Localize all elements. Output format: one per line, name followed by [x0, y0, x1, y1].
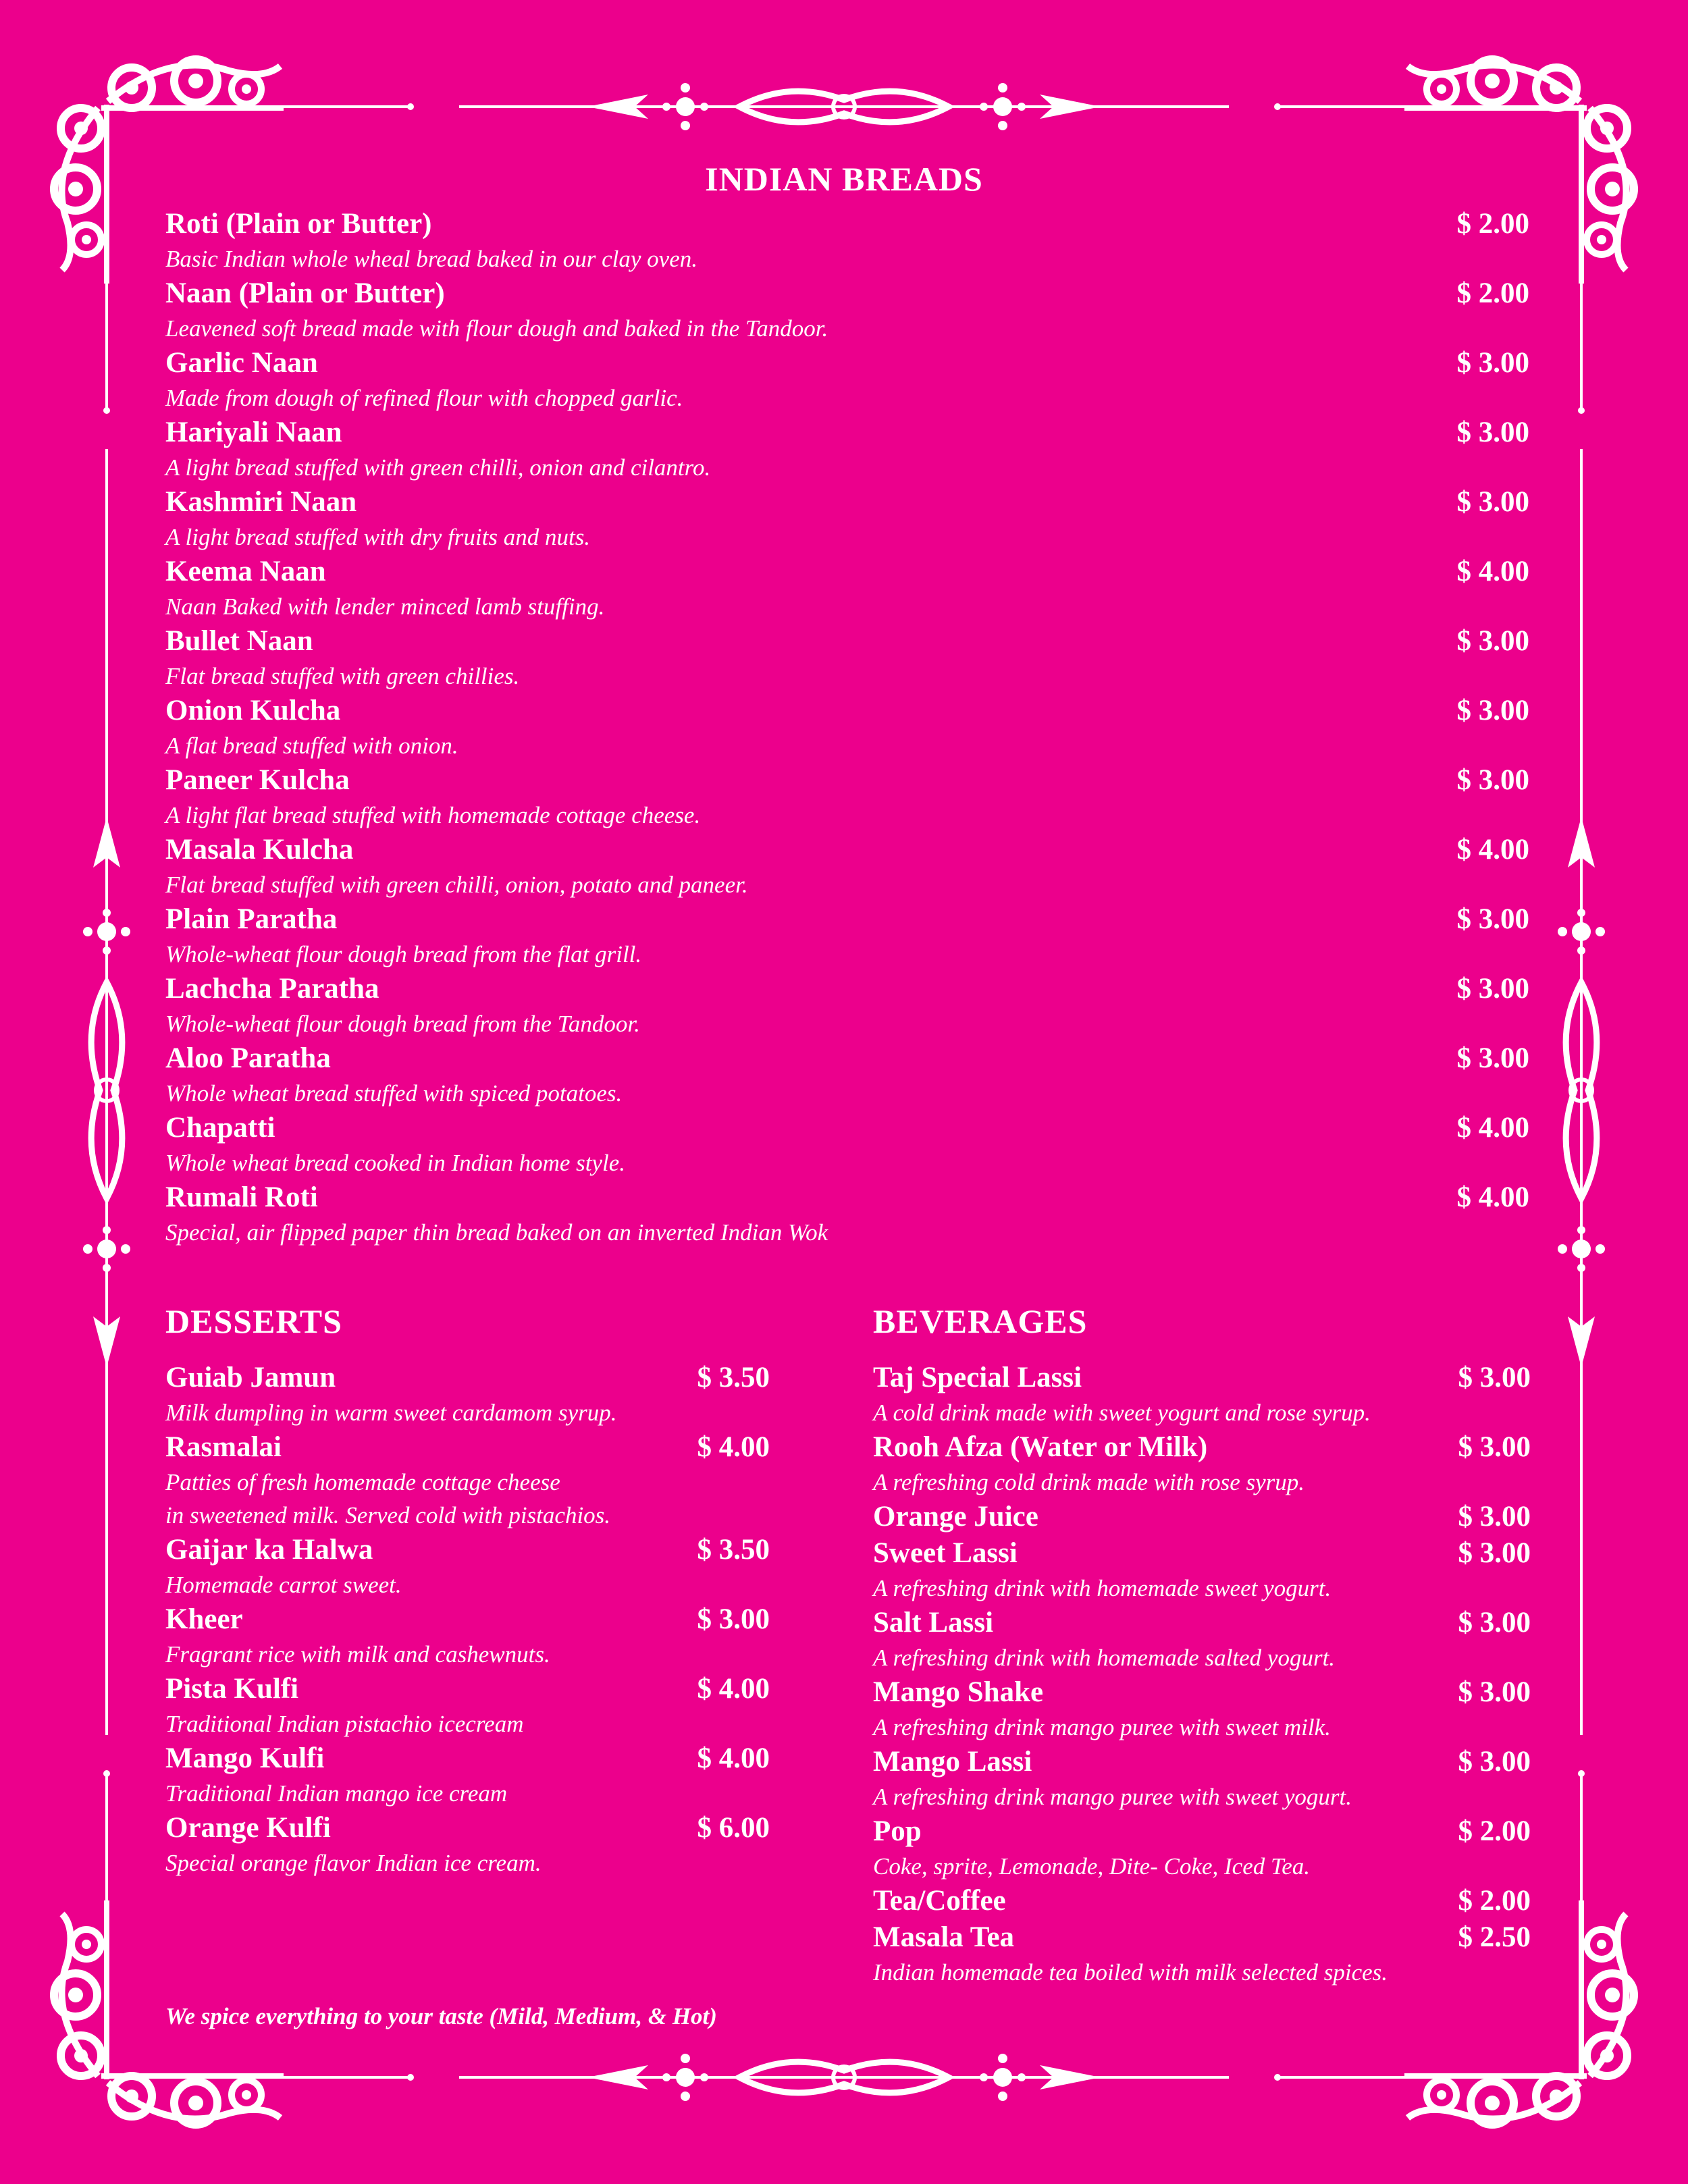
item-price: $ 4.00 [1456, 556, 1529, 587]
item-price: $ 2.00 [1458, 1815, 1531, 1847]
item-desc: Naan Baked with lender minced lamb stuffing. [165, 593, 605, 620]
spice-level-note: We spice everything to your taste (Mild, Medium, & Hot) [165, 2003, 717, 2029]
item-desc: Patties of fresh homemade cottage cheese [165, 1469, 560, 1495]
list-item [873, 1883, 1531, 1919]
beverages-list [873, 1360, 1531, 1989]
item-name: Paneer Kulcha [165, 764, 350, 796]
item-price: $ 4.00 [697, 1742, 770, 1774]
item-price: $ 3.00 [1456, 486, 1529, 518]
list-item [165, 1110, 1529, 1179]
item-name: Plain Paratha [165, 903, 338, 935]
item-desc: A light flat bread stuffed with homemade cottage cheese. [165, 802, 701, 828]
item-desc: A refreshing drink with homemade salted yogurt. [873, 1645, 1336, 1671]
item-name: Lachcha Paratha [165, 973, 379, 1005]
item-price: $ 3.00 [1458, 1501, 1531, 1533]
breads-title: INDIAN BREADS [705, 160, 983, 198]
item-price: $ 3.00 [1456, 1042, 1529, 1074]
item-desc: A light bread stuffed with dry fruits and nuts. [165, 524, 591, 550]
item-name: Gaijar ka Halwa [165, 1534, 373, 1566]
list-item [165, 971, 1529, 1040]
list-item [165, 484, 1529, 554]
list-item [873, 1674, 1531, 1744]
list-item [165, 1601, 770, 1671]
item-name: Roti (Plain or Butter) [165, 208, 432, 240]
item-desc: A cold drink made with sweet yogurt and rose syrup. [873, 1400, 1371, 1426]
list-item [165, 345, 1529, 415]
item-name: Rooh Afza (Water or Milk) [873, 1431, 1208, 1463]
item-name: Mango Shake [873, 1676, 1044, 1708]
list-item [165, 1810, 770, 1880]
list-item [873, 1744, 1531, 1813]
item-desc: Traditional Indian mango ice cream [165, 1780, 508, 1807]
item-name: Orange Kulfi [165, 1812, 331, 1844]
item-price: $ 3.50 [697, 1362, 770, 1393]
item-name: Guiab Jamun [165, 1362, 336, 1393]
item-desc: Special orange flavor Indian ice cream. [165, 1850, 542, 1876]
item-desc: A flat bread stuffed with onion. [165, 733, 458, 759]
list-item [873, 1813, 1531, 1883]
item-price: $ 3.00 [1456, 903, 1529, 935]
item-price: $ 4.00 [1456, 1181, 1529, 1213]
item-name: Taj Special Lassi [873, 1362, 1082, 1393]
list-item [165, 832, 1529, 901]
list-item [165, 275, 1529, 345]
item-price: $ 3.00 [1456, 695, 1529, 726]
beverages-title: BEVERAGES [873, 1302, 1088, 1340]
item-name: Hariyali Naan [165, 417, 342, 448]
list-item [873, 1535, 1531, 1605]
item-name: Keema Naan [165, 556, 326, 587]
item-name: Pista Kulfi [165, 1673, 299, 1705]
item-desc: Whole-wheat flour dough bread from the flat grill. [165, 941, 642, 967]
item-name: Masala Kulcha [165, 834, 354, 865]
item-desc: Leavened soft bread made with flour dough and baked in the Tandoor. [165, 315, 828, 342]
list-item [165, 1532, 770, 1601]
list-item [165, 554, 1529, 623]
item-name: Mango Kulfi [165, 1742, 325, 1774]
item-desc: Traditional Indian pistachio icecream [165, 1711, 524, 1737]
item-price: $ 3.00 [1458, 1362, 1531, 1393]
item-price: $ 3.00 [1458, 1537, 1531, 1569]
item-name: Kheer [165, 1603, 243, 1635]
item-price: $ 3.00 [1456, 625, 1529, 657]
list-item [165, 1671, 770, 1740]
list-item [165, 901, 1529, 971]
list-item [873, 1919, 1531, 1989]
item-price: $ 3.00 [697, 1603, 770, 1635]
item-name: Tea/Coffee [873, 1885, 1006, 1917]
item-name: Garlic Naan [165, 347, 318, 379]
item-price: $ 3.50 [697, 1534, 770, 1566]
list-item [873, 1605, 1531, 1674]
list-item [165, 1360, 770, 1429]
item-price: $ 3.00 [1458, 1431, 1531, 1463]
item-price: $ 3.00 [1458, 1746, 1531, 1778]
item-price: $ 6.00 [697, 1812, 770, 1844]
item-name: Naan (Plain or Butter) [165, 277, 445, 309]
list-item [165, 1179, 1529, 1249]
item-name: Sweet Lassi [873, 1537, 1018, 1569]
item-price: $ 4.00 [1456, 834, 1529, 865]
item-price: $ 3.00 [1458, 1676, 1531, 1708]
item-desc: Flat bread stuffed with green chilli, onion, potato and paneer. [165, 872, 748, 898]
item-price: $ 2.00 [1456, 277, 1529, 309]
item-name: Aloo Paratha [165, 1042, 331, 1074]
item-name: Onion Kulcha [165, 695, 341, 726]
list-item [165, 693, 1529, 762]
item-name: Mango Lassi [873, 1746, 1032, 1778]
item-name: Orange Juice [873, 1501, 1038, 1533]
item-desc: Indian homemade tea boiled with milk selected spices. [873, 1959, 1388, 1986]
item-desc: Special, air flipped paper thin bread baked on an inverted Indian Wok [165, 1219, 828, 1246]
list-item [165, 1740, 770, 1810]
list-item [873, 1429, 1531, 1499]
item-name: Masala Tea [873, 1921, 1015, 1953]
list-item [165, 1429, 770, 1532]
item-name: Salt Lassi [873, 1607, 994, 1639]
item-desc: Whole-wheat flour dough bread from the Tandoor. [165, 1011, 640, 1037]
breads-list [165, 206, 1529, 1249]
item-price: $ 2.00 [1456, 208, 1529, 240]
item-price: $ 3.00 [1456, 417, 1529, 448]
item-price: $ 3.00 [1456, 347, 1529, 379]
item-name: Bullet Naan [165, 625, 313, 657]
list-item [873, 1499, 1531, 1535]
list-item [165, 762, 1529, 832]
item-name: Rumali Roti [165, 1181, 318, 1213]
item-desc: A refreshing cold drink made with rose syrup. [873, 1469, 1305, 1495]
list-item [165, 1040, 1529, 1110]
item-price: $ 2.00 [1458, 1885, 1531, 1917]
item-name: Rasmalai [165, 1431, 282, 1463]
list-item [873, 1360, 1531, 1429]
item-desc-line2: in sweetened milk. Served cold with pistachios. [165, 1502, 611, 1528]
desserts-title: DESSERTS [165, 1302, 342, 1340]
list-item [165, 415, 1529, 484]
item-name: Pop [873, 1815, 922, 1847]
item-desc: Basic Indian whole wheal bread baked in our clay oven. [165, 246, 697, 272]
item-desc: Milk dumpling in warm sweet cardamom syrup. [165, 1400, 617, 1426]
item-price: $ 4.00 [1456, 1112, 1529, 1144]
item-name: Kashmiri Naan [165, 486, 357, 518]
item-desc: A refreshing drink with homemade sweet yogurt. [873, 1575, 1331, 1601]
desserts-list [165, 1360, 770, 1880]
item-name: Chapatti [165, 1112, 275, 1144]
item-price: $ 3.00 [1456, 973, 1529, 1005]
item-price: $ 3.00 [1458, 1607, 1531, 1639]
item-desc: Homemade carrot sweet. [165, 1572, 402, 1598]
item-desc: Coke, sprite, Lemonade, Dite- Coke, Iced Tea. [873, 1853, 1311, 1880]
item-desc: Whole wheat bread stuffed with spiced potatoes. [165, 1080, 623, 1107]
item-price: $ 4.00 [697, 1673, 770, 1705]
item-desc: A refreshing drink mango puree with sweet milk. [873, 1714, 1331, 1740]
item-desc: A light bread stuffed with green chilli, onion and cilantro. [165, 454, 711, 481]
item-price: $ 3.00 [1456, 764, 1529, 796]
item-desc: Whole wheat bread cooked in Indian home style. [165, 1150, 626, 1176]
item-desc: Fragrant rice with milk and cashewnuts. [165, 1641, 550, 1668]
list-item [165, 206, 1529, 275]
item-desc: A refreshing drink mango puree with sweet yogurt. [873, 1784, 1352, 1810]
list-item [165, 623, 1529, 693]
item-desc: Made from dough of refined flour with chopped garlic. [165, 385, 683, 411]
item-price: $ 4.00 [697, 1431, 770, 1463]
item-desc: Flat bread stuffed with green chillies. [165, 663, 520, 689]
item-price: $ 2.50 [1458, 1921, 1531, 1953]
